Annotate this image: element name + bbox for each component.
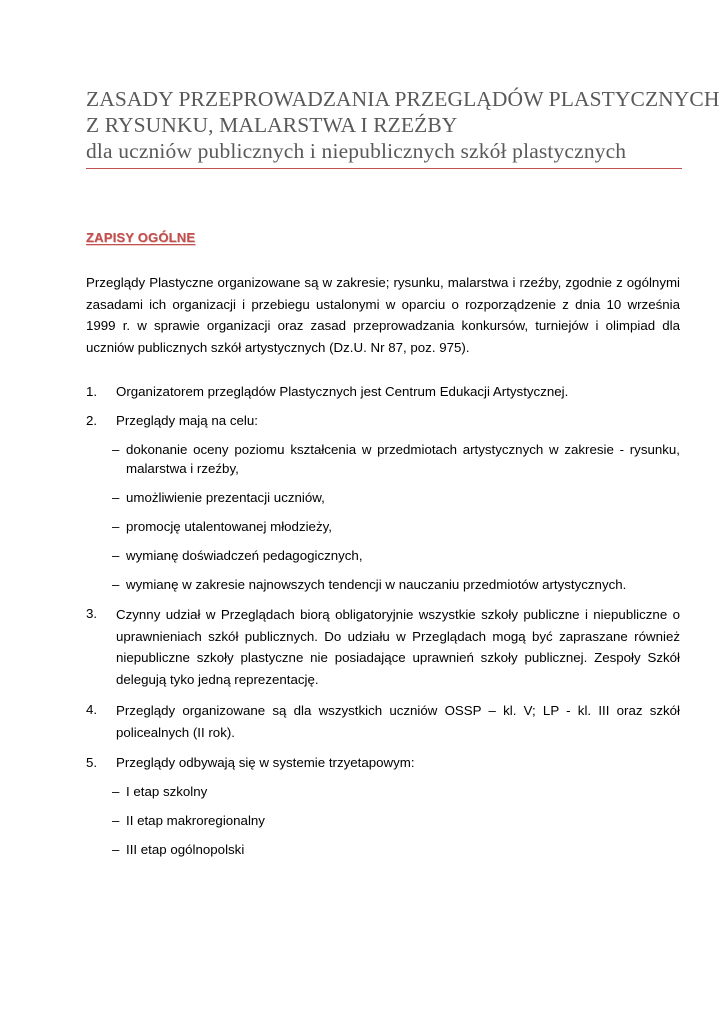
sub-list-item-text: II etap makroregionalny <box>126 813 265 828</box>
section-heading: ZAPISY OGÓLNE <box>86 230 196 245</box>
dash-bullet: – <box>112 842 120 857</box>
list-item <box>86 753 680 859</box>
list-item-number: 3. <box>86 606 98 621</box>
dash-bullet: – <box>112 577 120 592</box>
sub-list-item-text: I etap szkolny <box>126 784 208 799</box>
list-item <box>86 382 680 401</box>
list-item-number: 2. <box>86 413 98 428</box>
list-item <box>86 700 680 743</box>
sub-list-item-text: wymianę doświadczeń pedagogicznych, <box>126 548 363 563</box>
list-item-text: Czynny udział w Przeglądach biorą obligatoryjnie wszystkie szkoły publiczne i niepubliczne o uprawnieniach szkół publicznych. Do udziału w Przeglądach mogą być zapraszane również niepubliczne szkoły plastyczne nie posiadające uprawnień szkoły publicznej. Zespoły Szkół delegują tyko jedną reprezentację. <box>116 607 680 687</box>
sub-list-item <box>112 840 680 859</box>
title-line-2: Z RYSUNKU, MALARSTWA I RZEŹBY <box>86 113 458 137</box>
dash-bullet: – <box>112 442 120 457</box>
sub-list-item <box>112 440 680 478</box>
sub-list-item <box>112 517 680 536</box>
list-item-text: Organizatorem przeglądów Plastycznych jest Centrum Edukacji Artystycznej. <box>116 384 569 399</box>
document-title <box>86 86 720 164</box>
dash-bullet: – <box>112 548 120 563</box>
title-line-1: ZASADY PRZEPROWADZANIA PRZEGLĄDÓW PLASTYCZNYCH <box>86 87 720 111</box>
list-item-body <box>116 382 680 401</box>
list-item <box>86 411 680 594</box>
dash-bullet: – <box>112 519 120 534</box>
dash-bullet: – <box>112 784 120 799</box>
list-item <box>86 604 680 690</box>
list-item-text: Przeglądy odbywają się w systemie trzyetapowym: <box>116 755 415 770</box>
dash-bullet: – <box>112 490 120 505</box>
list-item-body <box>112 411 680 594</box>
sub-list-item-text: III etap ogólnopolski <box>126 842 245 857</box>
intro-paragraph: Przeglądy Plastyczne organizowane są w zakresie; rysunku, malarstwa i rzeźby, zgodnie z ogólnymi zasadami ich organizacji i przebiegu ustalonymi w oparciu o rozporządzenie z dnia 10 września 1999 r. w sprawie organizacji oraz zasad przeprowadzania konkursów, turniejów i olimpiad dla uczniów publicznych szkół artystycznych (Dz.U. Nr 87, poz. 975). <box>86 275 680 355</box>
sub-list-item-text: promocję utalentowanej młodzieży, <box>126 519 332 534</box>
sub-list-item <box>112 488 680 507</box>
list-item-number: 4. <box>86 702 98 717</box>
document-subtitle: dla uczniów publicznych i niepublicznych szkół plastycznych <box>86 139 627 163</box>
list-item-number: 5. <box>86 755 98 770</box>
title-divider <box>86 168 682 169</box>
list-item-body <box>116 604 680 690</box>
list-item-body <box>112 753 680 859</box>
dash-bullet: – <box>112 813 120 828</box>
sub-list-item <box>112 782 680 801</box>
list-item-body <box>116 700 680 743</box>
list-item-text: Przeglądy organizowane są dla wszystkich uczniów OSSP – kl. V; LP - kl. III oraz szkół policealnych (II rok). <box>116 703 680 740</box>
list-item-text: Przeglądy mają na celu: <box>116 413 258 428</box>
sub-list-item <box>112 546 680 565</box>
sub-list-item-text: dokonanie oceny poziomu kształcenia w przedmiotach artystycznych w zakresie - rysunku, malarstwa i rzeźby, <box>126 442 680 476</box>
sub-list-item-text: umożliwienie prezentacji uczniów, <box>126 490 325 505</box>
list-item-number: 1. <box>86 384 98 399</box>
numbered-list <box>86 382 680 869</box>
sub-list-item-text: wymianę w zakresie najnowszych tendencji w nauczaniu przedmiotów artystycznych. <box>126 577 627 592</box>
sub-list-item <box>112 575 680 594</box>
sub-list-item <box>112 811 680 830</box>
